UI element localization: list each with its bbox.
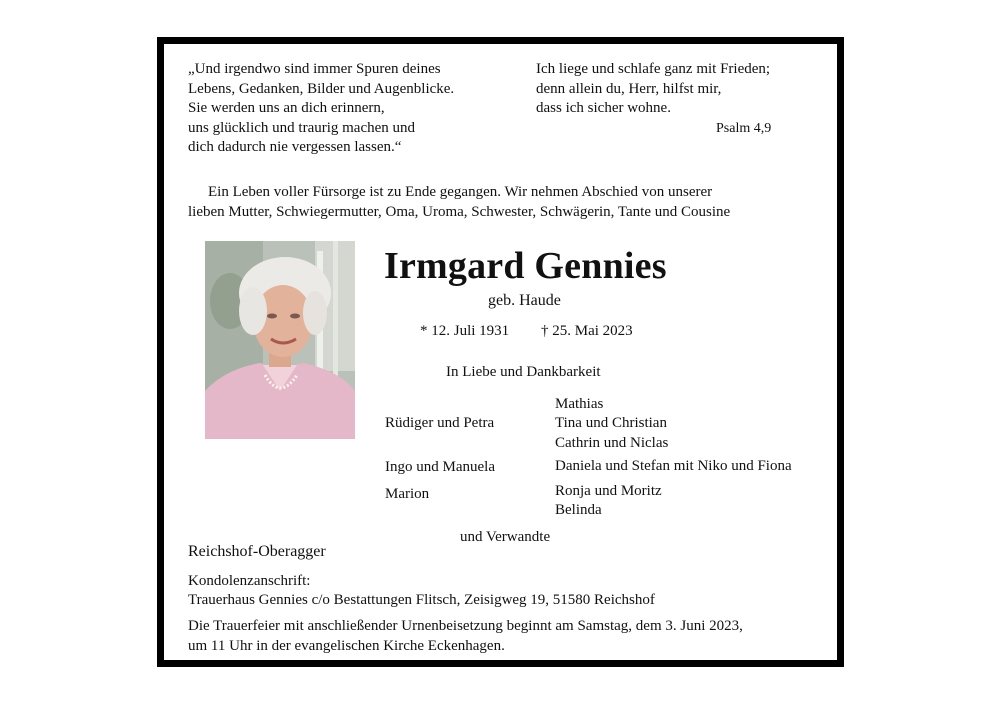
verse-left bbox=[188, 60, 454, 158]
intro-line: Ein Leben voller Fürsorge ist zu Ende gegangen. Wir nehmen Abschied von unserer bbox=[208, 184, 713, 200]
verse-line: uns glücklich und traurig machen und bbox=[188, 119, 416, 136]
verse-line: dass ich sicher wohne. bbox=[536, 100, 671, 116]
funeral-line: um 11 Uhr in der evangelischen Kirche Eckenhagen. bbox=[188, 638, 505, 654]
family-child: Tina und Christian bbox=[555, 415, 667, 431]
family-child: Belinda bbox=[555, 502, 602, 518]
family-parent: Ingo und Manuela bbox=[385, 459, 495, 475]
intro-line: lieben Mutter, Schwiegermutter, Oma, Uroma, Schwester, Schwägerin, Tante und Cousine bbox=[188, 204, 731, 220]
obituary-notice bbox=[157, 37, 844, 667]
death-date: † 25. Mai 2023 bbox=[541, 323, 633, 339]
family-child: Mathias bbox=[555, 396, 604, 412]
verse-line: dich dadurch nie vergessen lassen.“ bbox=[188, 139, 402, 155]
psalm-reference: Psalm 4,9 bbox=[716, 121, 772, 136]
family-child: Cathrin und Niclas bbox=[555, 435, 669, 451]
portrait-image bbox=[205, 241, 355, 439]
deceased-name: Irmgard Gennies bbox=[384, 245, 667, 287]
place: Reichshof-Oberagger bbox=[188, 543, 326, 560]
verse-line: Ich liege und schlafe ganz mit Frieden; bbox=[536, 61, 771, 77]
family-parent: Rüdiger und Petra bbox=[385, 415, 495, 431]
condolence-address: Trauerhaus Gennies c/o Bestattungen Flitsch, Zeisigweg 19, 51580 Reichshof bbox=[188, 592, 655, 608]
portrait-photo bbox=[205, 241, 355, 439]
family-child: Daniela und Stefan mit Niko und Fiona bbox=[555, 458, 792, 474]
verse-right bbox=[536, 60, 770, 119]
dedication: In Liebe und Dankbarkeit bbox=[446, 364, 601, 380]
family-child: Ronja und Moritz bbox=[555, 483, 662, 499]
verse-line: Lebens, Gedanken, Bilder und Augenblicke. bbox=[188, 80, 455, 97]
verse-line: „Und irgendwo sind immer Spuren deines bbox=[188, 61, 441, 77]
birth-name: geb. Haude bbox=[488, 292, 561, 309]
funeral-line: Die Trauerfeier mit anschließender Urnenbeisetzung beginnt am Samstag, dem 3. Juni 2023, bbox=[188, 618, 743, 634]
family-parent: Marion bbox=[385, 486, 430, 502]
verse-line: Sie werden uns an dich erinnern, bbox=[188, 100, 385, 116]
relatives: und Verwandte bbox=[460, 529, 551, 545]
verse-line: denn allein du, Herr, hilfst mir, bbox=[536, 80, 722, 97]
intro-text bbox=[188, 182, 730, 222]
condolence-label: Kondolenzanschrift: bbox=[188, 573, 311, 589]
birth-date: * 12. Juli 1931 bbox=[420, 323, 510, 339]
